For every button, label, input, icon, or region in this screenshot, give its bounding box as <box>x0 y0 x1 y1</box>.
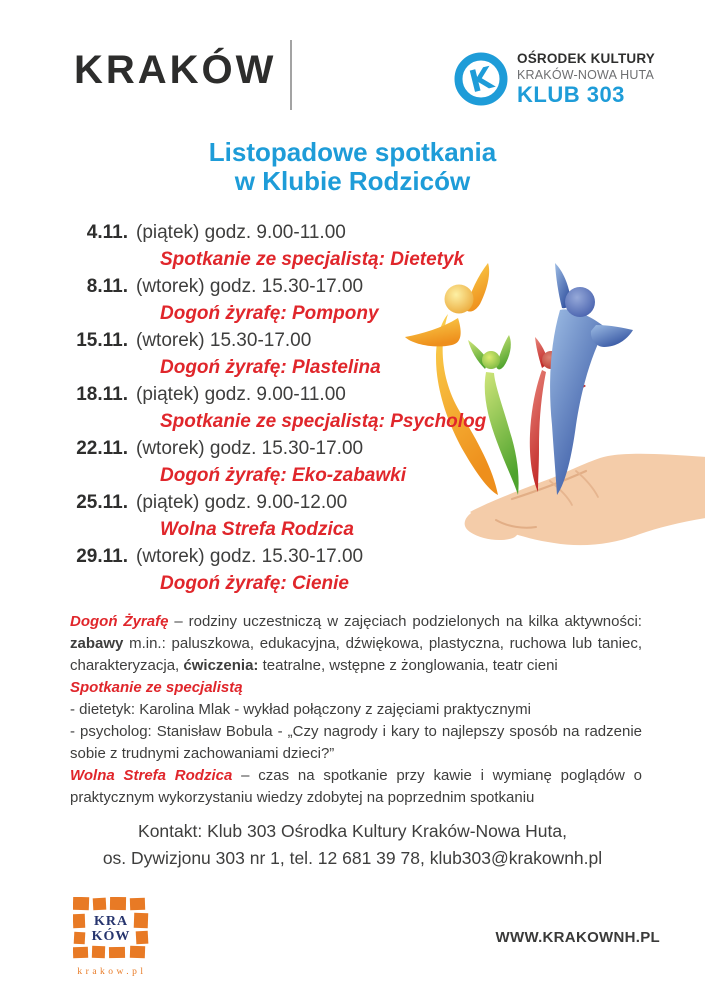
schedule-entry <box>70 327 490 381</box>
header-divider <box>290 40 292 110</box>
org-club-name: KLUB 303 <box>517 82 625 107</box>
specialist-item-psychologist: - psycholog: Stanisław Bobula - „Czy nagrody i kary to najlepszy sposób na radzenie sobie z trudnymi zachowaniami dzieci?” <box>70 723 642 762</box>
org-name: OŚRODEK KULTURY <box>517 51 655 66</box>
event-time: (piątek) godz. 9.00-11.00 <box>136 384 346 405</box>
event-activity: Dogoń żyrafę: Cienie <box>160 573 349 594</box>
event-activity: Dogoń żyrafę: Eko-zabawki <box>160 465 406 486</box>
specialist-item-dietician: - dietetyk: Karolina Mlak - wykład połączony z zajęciami praktycznymi <box>70 701 531 718</box>
specialist-heading: Spotkanie ze specjalistą <box>70 679 243 696</box>
event-time: (wtorek) godz. 15.30-17.00 <box>136 276 364 297</box>
klub303-logo-text <box>517 52 655 106</box>
page-title-line1: Listopadowe spotkania <box>208 137 497 167</box>
contact-info <box>0 818 705 872</box>
event-time: (wtorek) godz. 15.30-17.00 <box>136 438 364 459</box>
event-date: 15.11. <box>76 330 128 351</box>
event-time: (piątek) godz. 9.00-11.00 <box>136 222 346 243</box>
website-url: WWW.KRAKOWNH.PL <box>495 929 660 946</box>
krakow-wordmark: KRAKÓW <box>74 48 277 92</box>
contact-line1: Kontakt: Klub 303 Ośrodka Kultury Kraków-Nowa Huta, <box>138 821 567 841</box>
event-date: 18.11. <box>76 384 128 405</box>
open-hand-icon <box>465 454 705 545</box>
schedule-entry <box>70 435 490 489</box>
krakow-logo-line2: KÓW <box>91 929 131 944</box>
event-date: 29.11. <box>76 546 128 567</box>
page-title <box>0 138 705 196</box>
event-date: 8.11. <box>86 276 128 297</box>
event-activity: Wolna Strefa Rodzica <box>160 519 354 540</box>
event-activity: Spotkanie ze specjalistą: Psycholog <box>160 411 487 432</box>
event-time: (piątek) godz. 9.00-12.00 <box>136 492 348 513</box>
schedule-list <box>70 219 490 597</box>
giraffe-title: Dogoń Żyrafę <box>70 613 169 630</box>
giraffe-description: Dogoń Żyrafę – rodziny uczestniczą w zajęciach podzielonych na kilka aktywności: zabawy m.in.: paluszkowa, edukacyjna, dźwiękowa, plastyczna, ruchowa lub taniec, charakteryzacja, ćwiczenia: teatralne, wstępne z żonglowania, teatr cieni <box>70 613 642 674</box>
page-title-line2: w Klubie Rodziców <box>234 166 471 196</box>
schedule-entry <box>70 489 490 543</box>
krakow-logo-line1: KRA <box>93 914 129 929</box>
event-time: (wtorek) 15.30-17.00 <box>136 330 312 351</box>
event-date: 22.11. <box>76 438 128 459</box>
event-activity: Spotkanie ze specjalistą: Dietetyk <box>160 249 465 270</box>
description-section <box>70 611 642 809</box>
schedule-entry <box>70 273 490 327</box>
event-date: 4.11. <box>86 222 128 243</box>
event-time: (wtorek) godz. 15.30-17.00 <box>136 546 364 567</box>
klub303-k-glyph: K <box>465 60 497 101</box>
krakow-mosaic-icon <box>73 897 151 959</box>
klub303-circle-k-icon <box>454 52 508 106</box>
klub303-logo <box>454 52 655 106</box>
free-zone-description: Wolna Strefa Rodzica – czas na spotkanie przy kawie i wymianę poglądów o praktycznym wykorzystaniu wiedzy zdobytej na poprzednim spotkaniu <box>70 767 642 806</box>
schedule-entry <box>70 219 490 273</box>
free-zone-title: Wolna Strefa Rodzica <box>70 767 233 784</box>
krakow-city-logo <box>73 897 151 977</box>
event-activity: Dogoń żyrafę: Plastelina <box>160 357 381 378</box>
contact-line2: os. Dywizjonu 303 nr 1, tel. 12 681 39 78, klub303@krakownh.pl <box>102 848 603 868</box>
schedule-entry <box>70 543 490 597</box>
event-date: 25.11. <box>76 492 128 513</box>
krakow-pl-caption: krakow.pl <box>77 967 147 977</box>
event-activity: Dogoń żyrafę: Pompony <box>160 303 379 324</box>
schedule-entry <box>70 381 490 435</box>
org-subname: KRAKÓW-NOWA HUTA <box>517 67 655 82</box>
